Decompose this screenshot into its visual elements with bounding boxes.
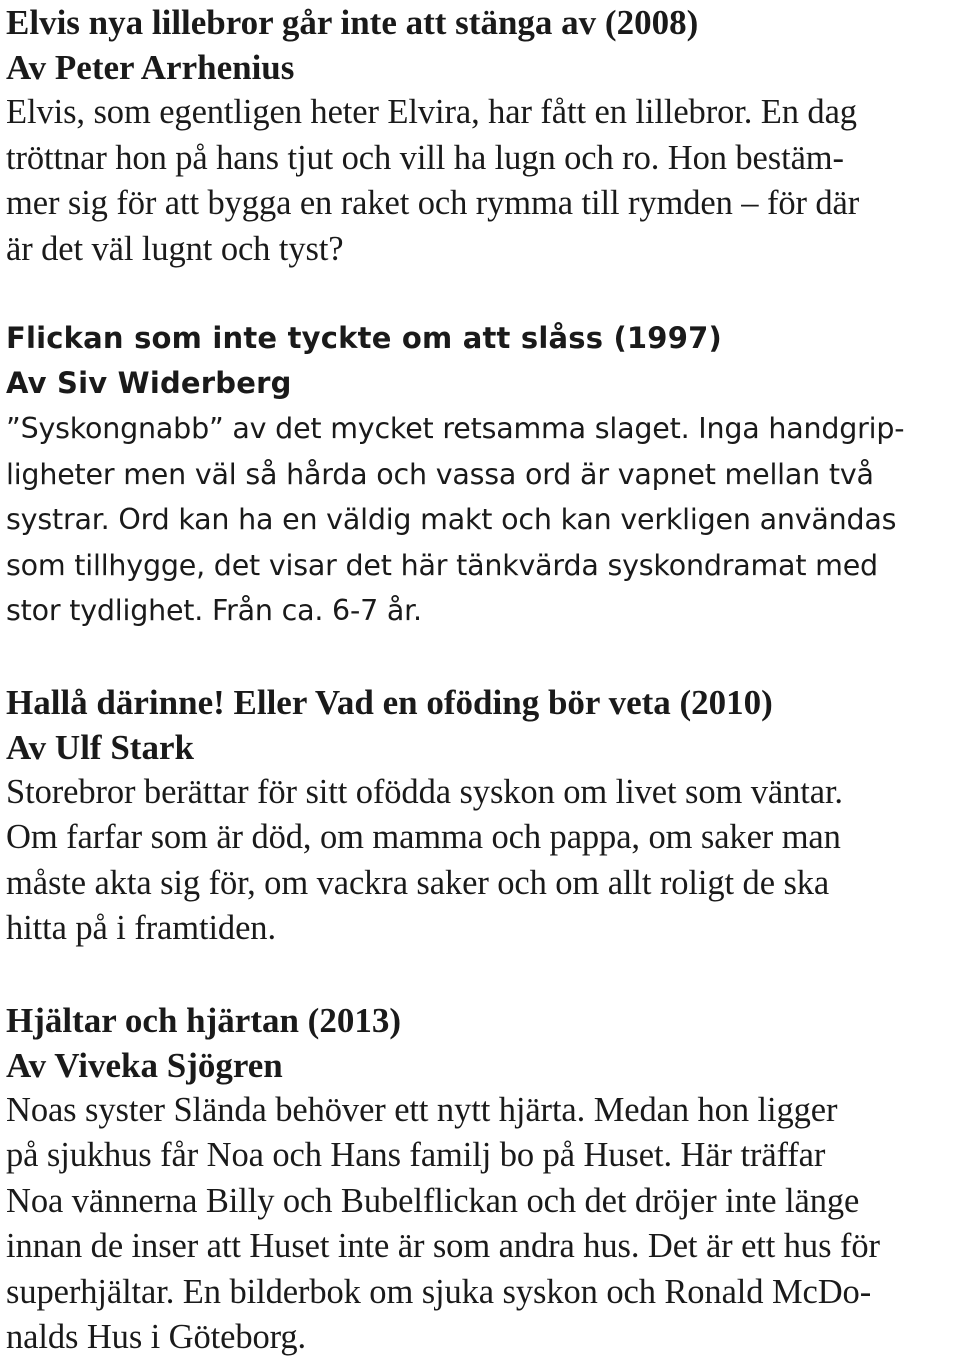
description-line: Om farfar som är död, om mamma och pappa, om saker man bbox=[6, 818, 841, 856]
description-line: mer sig för att bygga en raket och rymma till rymden – för där bbox=[6, 184, 860, 222]
description-line: systrar. Ord kan ha en väldig makt och kan verkligen användas bbox=[6, 503, 897, 536]
book-entry-halla bbox=[6, 680, 956, 952]
entry-spacer bbox=[6, 272, 956, 316]
book-title: Flickan som inte tyckte om att slåss (1997) bbox=[6, 321, 722, 355]
description-line: ”Syskongnabb” av det mycket retsamma slaget. Inga handgrip- bbox=[6, 412, 905, 445]
description-line: superhjältar. En bilderbok om sjuka syskon och Ronald McDo- bbox=[6, 1272, 872, 1311]
description-line: Noa vännerna Billy och Bubelflickan och det dröjer inte länge bbox=[6, 1181, 860, 1220]
book-description bbox=[6, 770, 956, 952]
book-title: Hallå därinne! Eller Vad en oföding bör veta (2010) bbox=[6, 682, 773, 722]
book-description bbox=[6, 1088, 956, 1361]
entry-spacer bbox=[6, 952, 956, 998]
book-title: Elvis nya lillebror går inte att stänga av (2008) bbox=[6, 3, 699, 42]
entry-spacer bbox=[6, 634, 956, 680]
book-entry-flickan bbox=[6, 316, 956, 634]
book-author: Av Ulf Stark bbox=[6, 727, 194, 767]
description-line: innan de inser att Huset inte är som andra hus. Det är ett hus för bbox=[6, 1227, 880, 1265]
book-author: Av Siv Widerberg bbox=[6, 366, 292, 400]
description-line: nalds Hus i Göteborg. bbox=[6, 1318, 307, 1356]
book-entry-elvis bbox=[6, 0, 956, 272]
description-line: stor tydlighet. Från ca. 6-7 år. bbox=[6, 594, 422, 627]
description-line: Elvis, som egentligen heter Elvira, har fått en lillebror. En dag bbox=[6, 93, 857, 131]
description-line: Noas syster Slända behöver ett nytt hjärta. Medan hon ligger bbox=[6, 1090, 838, 1129]
description-line: som tillhygge, det visar det här tänkvärda syskondramat med bbox=[6, 548, 878, 582]
book-description bbox=[6, 90, 956, 272]
book-entry-hjaltar bbox=[6, 998, 956, 1361]
description-line: på sjukhus får Noa och Hans familj bo på Huset. Här träffar bbox=[6, 1136, 826, 1174]
description-line: ligheter men väl så hårda och vassa ord är vapnet mellan två bbox=[6, 457, 874, 491]
description-line: Storebror berättar för sitt ofödda syskon om livet som väntar. bbox=[6, 772, 843, 811]
book-description bbox=[6, 406, 956, 634]
description-line: tröttnar hon på hans tjut och vill ha lugn och ro. Hon bestäm- bbox=[6, 138, 844, 177]
book-author: Av Peter Arrhenius bbox=[6, 48, 295, 87]
book-list bbox=[6, 0, 956, 1361]
description-line: hitta på i framtiden. bbox=[6, 909, 276, 947]
description-line: måste akta sig för, om vackra saker och om allt roligt de ska bbox=[6, 863, 830, 902]
book-title: Hjältar och hjärtan (2013) bbox=[6, 1000, 401, 1040]
description-line: är det väl lugnt och tyst? bbox=[6, 229, 344, 268]
book-author: Av Viveka Sjögren bbox=[6, 1045, 283, 1085]
